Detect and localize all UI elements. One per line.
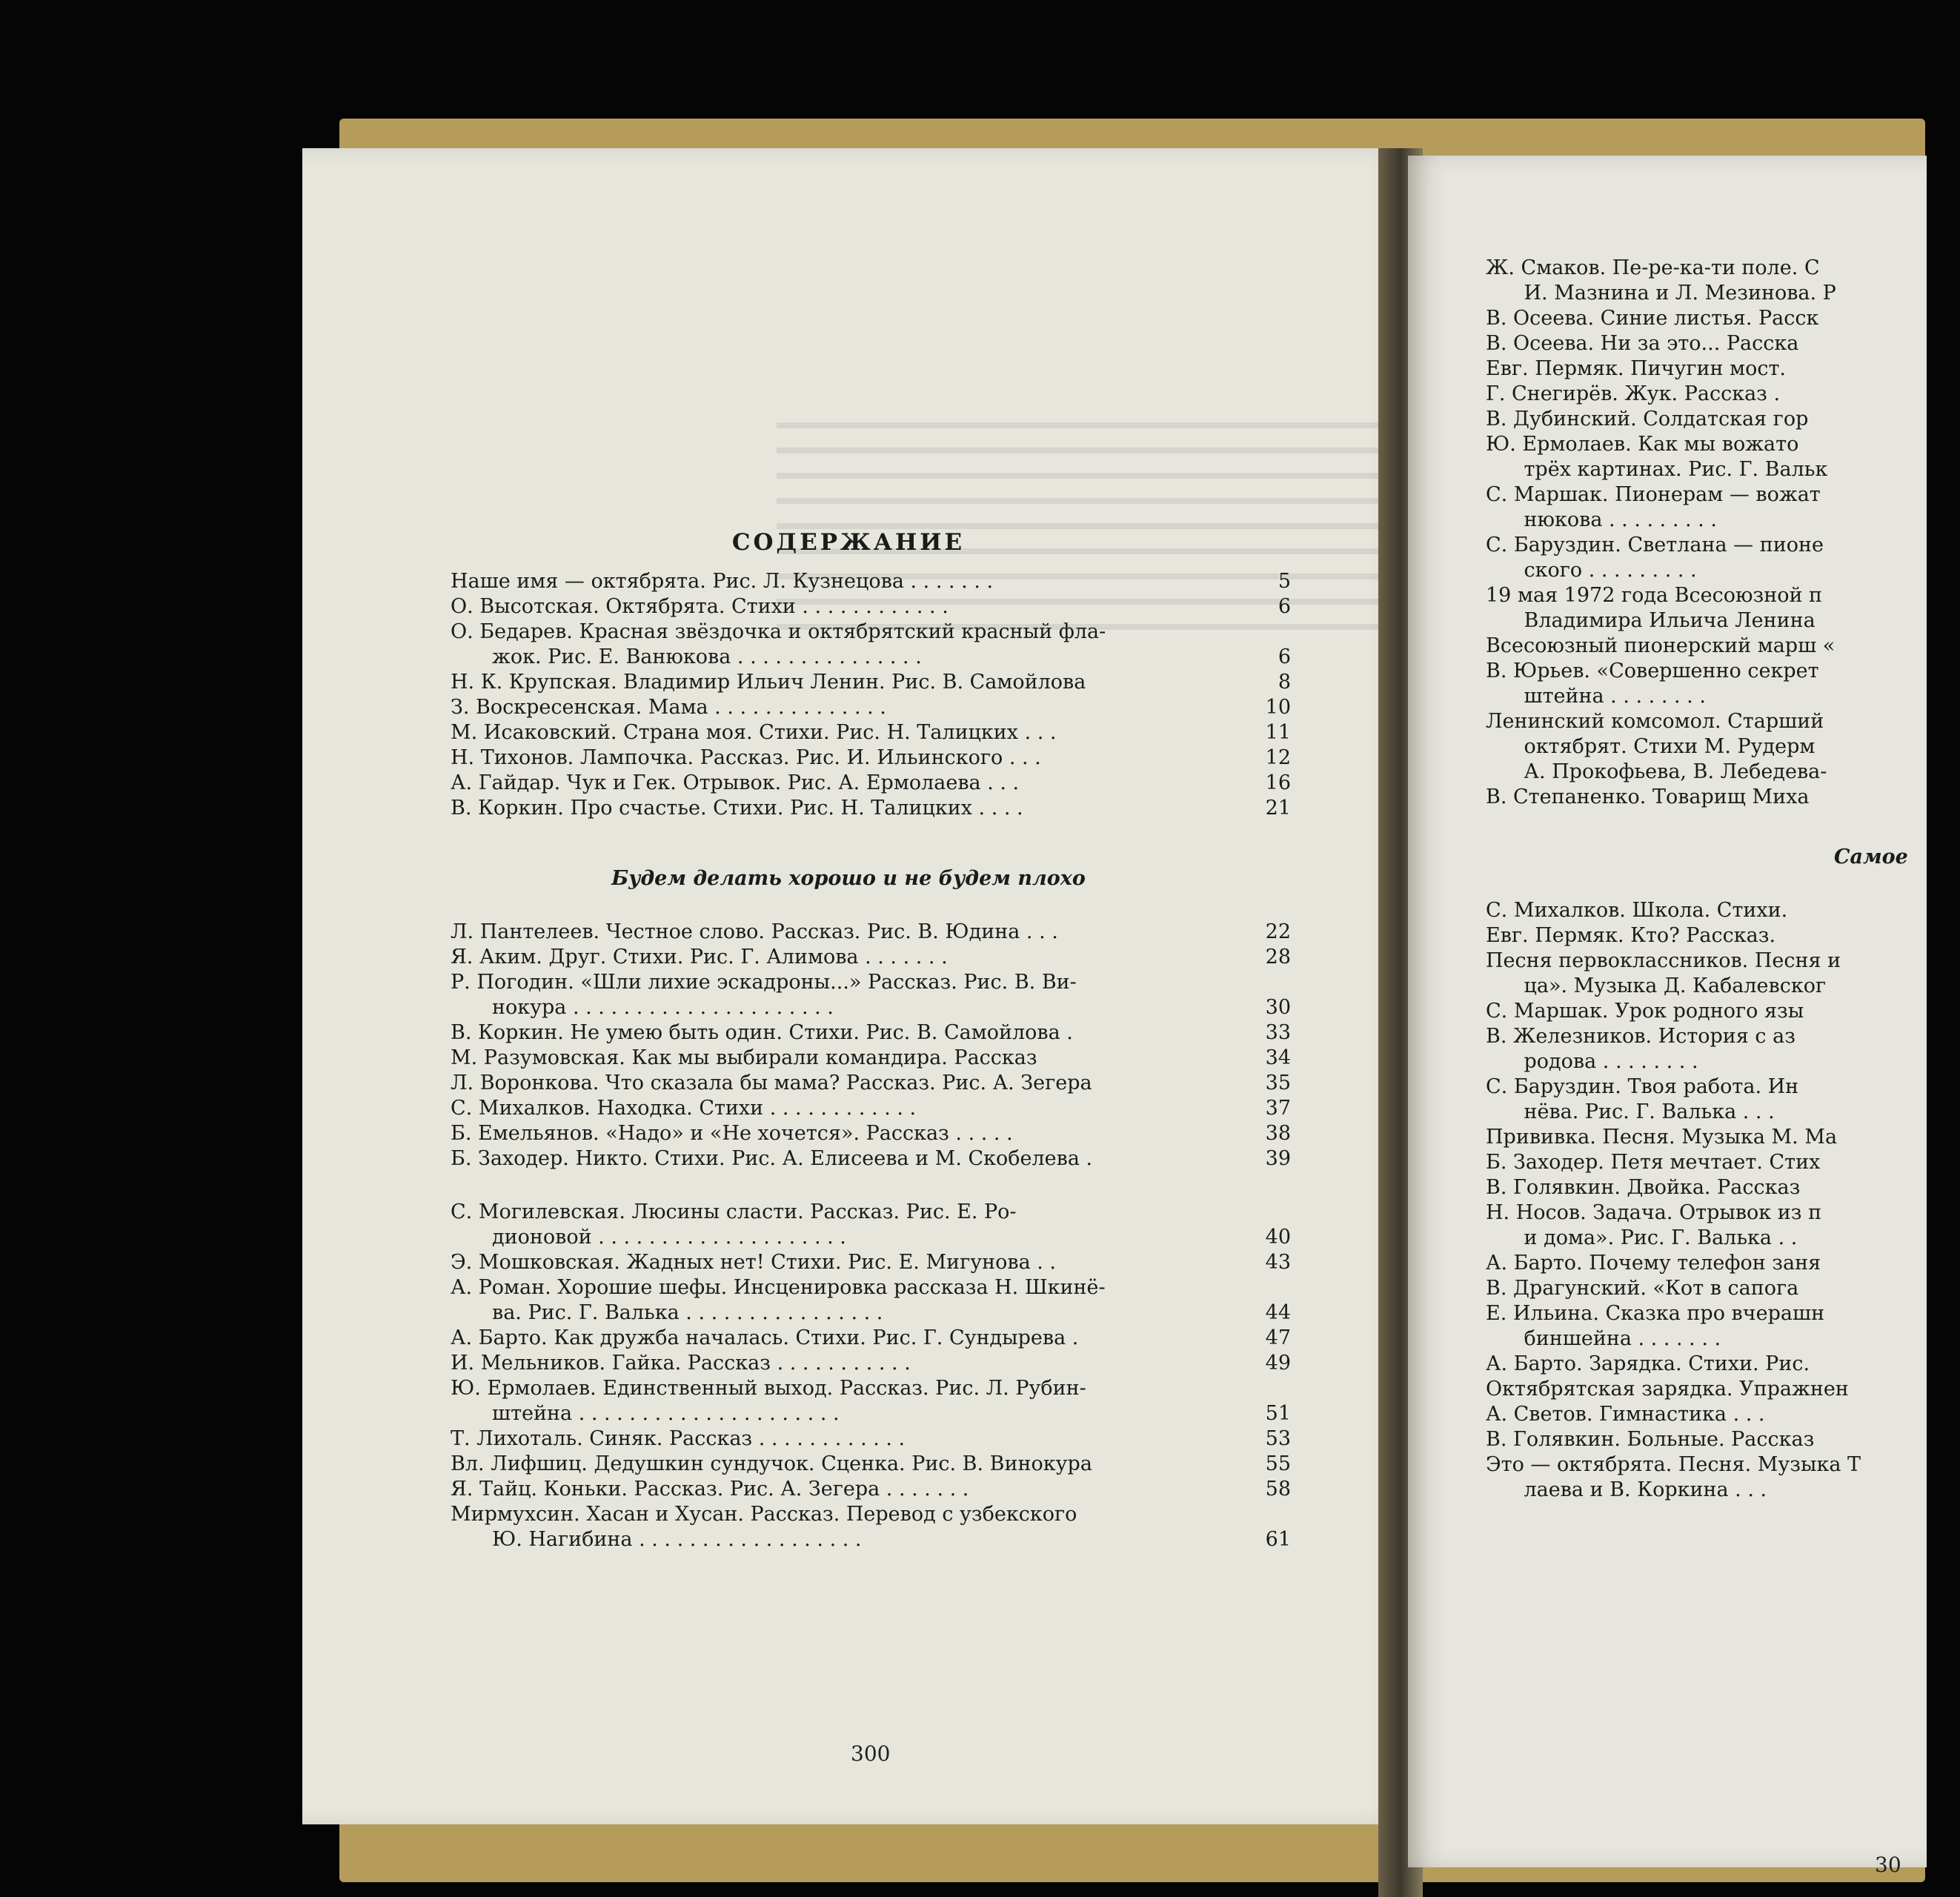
section-title-right: Самое bbox=[1834, 845, 1908, 868]
contents-entry-right: Ж. Смаков. Пе-ре-ка-ти поле. С bbox=[1486, 256, 1820, 279]
entry-page-number: 43 bbox=[1265, 1251, 1291, 1274]
contents-entry-right: и дома». Рис. Г. Валька . . bbox=[1486, 1226, 1798, 1249]
contents-entry-right: С. Михалков. Школа. Стихи. bbox=[1486, 899, 1788, 922]
contents-entry-right: биншейна . . . . . . . bbox=[1486, 1327, 1721, 1350]
contents-entry-right: Ленинский комсомол. Старший bbox=[1486, 710, 1824, 733]
entry-page-number: 38 bbox=[1265, 1122, 1291, 1145]
contents-entry-right: В. Степаненко. Товарищ Миха bbox=[1486, 785, 1810, 808]
entry-page-number: 37 bbox=[1265, 1097, 1291, 1120]
contents-entry bbox=[451, 1146, 1291, 1172]
contents-entry bbox=[451, 1275, 1291, 1326]
contents-entry-right: Евг. Пермяк. Кто? Рассказ. bbox=[1486, 924, 1776, 947]
entry-page-number: 30 bbox=[1265, 996, 1291, 1019]
contents-entry bbox=[451, 771, 1291, 796]
contents-entry-right: Б. Заходер. Петя мечтает. Стих bbox=[1486, 1151, 1821, 1174]
contents-entry bbox=[451, 970, 1291, 1020]
contents-entry-right: И. Мазнина и Л. Мезинова. Р bbox=[1486, 282, 1836, 305]
entry-text: А. Роман. Хорошие шефы. Инсценировка рассказа Н. Шкинё- bbox=[451, 1276, 1106, 1299]
entry-text: С. Михалков. Находка. Стихи . . . . . . . . . . . . bbox=[451, 1097, 917, 1120]
entry-text: Б. Заходер. Никто. Стихи. Рис. А. Елисеева и М. Скобелева . bbox=[451, 1147, 1093, 1170]
page-number-left: 300 bbox=[851, 1741, 891, 1766]
contents-entry bbox=[451, 1452, 1291, 1477]
entry-page-number: 55 bbox=[1265, 1452, 1291, 1475]
entry-page-number: 16 bbox=[1265, 771, 1291, 794]
contents-heading: СОДЕРЖАНИЕ bbox=[731, 529, 966, 556]
contents-group-1 bbox=[451, 569, 1291, 821]
entry-page-number: 39 bbox=[1265, 1147, 1291, 1170]
entry-text: Я. Аким. Друг. Стихи. Рис. Г. Алимова . . . . . . . bbox=[451, 946, 948, 969]
entry-continuation: жок. Рис. Е. Ванюкова . . . . . . . . . . . . . . . bbox=[492, 645, 922, 668]
entry-continuation: Ю. Нагибина . . . . . . . . . . . . . . . . . . bbox=[492, 1528, 862, 1551]
entry-text: С. Могилевская. Люсины сласти. Рассказ. Рис. Е. Ро- bbox=[451, 1200, 1017, 1223]
entry-text: А. Гайдар. Чук и Гек. Отрывок. Рис. А. Ермолаева . . . bbox=[451, 771, 1020, 794]
contents-entry bbox=[451, 1071, 1291, 1096]
entry-page-number: 44 bbox=[1265, 1301, 1291, 1324]
entry-text: М. Исаковский. Страна моя. Стихи. Рис. Н. Талицких . . . bbox=[451, 721, 1057, 744]
entry-text: В. Коркин. Про счастье. Стихи. Рис. Н. Талицких . . . . bbox=[451, 797, 1023, 820]
contents-entry bbox=[451, 1376, 1291, 1426]
contents-column-right bbox=[1486, 256, 1960, 1503]
contents-entry-right: Г. Снегирёв. Жук. Рассказ . bbox=[1486, 382, 1781, 405]
contents-entry-right: С. Баруздин. Твоя работа. Ин bbox=[1486, 1075, 1799, 1098]
contents-entry-right: С. Маршак. Пионерам — вожат bbox=[1486, 483, 1821, 506]
contents-entry-right: Прививка. Песня. Музыка М. Ма bbox=[1486, 1126, 1838, 1149]
contents-entry-right: ского . . . . . . . . . bbox=[1486, 559, 1697, 582]
entry-text: Л. Пантелеев. Честное слово. Рассказ. Рис. В. Юдина . . . bbox=[451, 920, 1058, 943]
contents-entry bbox=[451, 1020, 1291, 1046]
entry-page-number: 6 bbox=[1278, 645, 1291, 668]
contents-entry-right: лаева и В. Коркина . . . bbox=[1486, 1478, 1767, 1501]
entry-text: Н. Тихонов. Лампочка. Рассказ. Рис. И. Ильинского . . . bbox=[451, 746, 1041, 769]
contents-entry bbox=[451, 1326, 1291, 1351]
entry-page-number: 28 bbox=[1265, 946, 1291, 969]
contents-entry bbox=[451, 796, 1291, 821]
entry-page-number: 10 bbox=[1265, 696, 1291, 719]
contents-entry-right: В. Железников. История с аз bbox=[1486, 1025, 1795, 1048]
contents-entry bbox=[451, 745, 1291, 771]
contents-entry-right: Это — октябрята. Песня. Музыка Т bbox=[1486, 1453, 1861, 1476]
entry-text: Ю. Ермолаев. Единственный выход. Рассказ. Рис. Л. Рубин- bbox=[451, 1377, 1086, 1400]
entry-page-number: 35 bbox=[1265, 1072, 1291, 1094]
contents-entry bbox=[451, 569, 1291, 594]
entry-page-number: 61 bbox=[1265, 1528, 1291, 1551]
contents-entry bbox=[451, 1426, 1291, 1452]
entry-page-number: 40 bbox=[1265, 1226, 1291, 1249]
contents-entry-right: В. Осеева. Синие листья. Расск bbox=[1486, 307, 1819, 330]
entry-continuation: нокура . . . . . . . . . . . . . . . . . . . . . bbox=[492, 996, 834, 1019]
contents-entry bbox=[451, 720, 1291, 745]
contents-entry-right: Евг. Пермяк. Пичугин мост. bbox=[1486, 357, 1786, 380]
entry-page-number: 47 bbox=[1265, 1326, 1291, 1349]
contents-entry-right: А. Светов. Гимнастика . . . bbox=[1486, 1403, 1765, 1426]
contents-entry-right: В. Осеева. Ни за это... Расска bbox=[1486, 332, 1799, 355]
contents-entry-right: С. Маршак. Урок родного язы bbox=[1486, 1000, 1804, 1023]
entry-text: Вл. Лифшиц. Дедушкин сундучок. Сценка. Рис. В. Винокура bbox=[451, 1452, 1092, 1475]
contents-entry-right: нёва. Рис. Г. Валька . . . bbox=[1486, 1100, 1775, 1123]
contents-entry bbox=[451, 1502, 1291, 1552]
contents-entry-right: Е. Ильина. Сказка про вчерашн bbox=[1486, 1302, 1825, 1325]
section-title: Будем делать хорошо и не будем плохо bbox=[611, 867, 1086, 890]
contents-entry bbox=[451, 619, 1291, 670]
entry-page-number: 33 bbox=[1265, 1021, 1291, 1044]
entry-text: З. Воскресенская. Мама . . . . . . . . . . . . . . bbox=[451, 696, 886, 719]
entry-page-number: 21 bbox=[1265, 797, 1291, 820]
entry-text: Э. Мошковская. Жадных нет! Стихи. Рис. Е. Мигунова . . bbox=[451, 1251, 1057, 1274]
contents-entry bbox=[451, 695, 1291, 720]
contents-group-right-2 bbox=[1486, 898, 1960, 1503]
contents-column-left bbox=[451, 529, 1291, 1552]
entry-page-number: 8 bbox=[1278, 671, 1291, 694]
contents-entry bbox=[451, 1096, 1291, 1121]
contents-entry-right: А. Барто. Почему телефон заня bbox=[1486, 1252, 1821, 1275]
entry-page-number: 49 bbox=[1265, 1352, 1291, 1375]
entry-page-number: 6 bbox=[1278, 595, 1291, 618]
contents-entry bbox=[451, 1121, 1291, 1146]
contents-entry-right: Ю. Ермолаев. Как мы вожато bbox=[1486, 433, 1799, 456]
contents-entry bbox=[451, 945, 1291, 970]
entry-text: М. Разумовская. Как мы выбирали командира. Рассказ bbox=[451, 1046, 1037, 1069]
entry-text: Н. К. Крупская. Владимир Ильич Ленин. Рис. В. Самойлова bbox=[451, 671, 1086, 694]
entry-page-number: 53 bbox=[1265, 1427, 1291, 1450]
entry-text: Р. Погодин. «Шли лихие эскадроны...» Рассказ. Рис. В. Ви- bbox=[451, 971, 1077, 994]
contents-entry bbox=[451, 670, 1291, 695]
entry-continuation: штейна . . . . . . . . . . . . . . . . . . . . . bbox=[492, 1402, 840, 1425]
contents-entry-right: 19 мая 1972 года Всесоюзной п bbox=[1486, 584, 1823, 607]
contents-entry-right: В. Голявкин. Двойка. Рассказ bbox=[1486, 1176, 1801, 1199]
entry-text: И. Мельников. Гайка. Рассказ . . . . . . . . . . . bbox=[451, 1352, 911, 1375]
left-page bbox=[302, 148, 1406, 1824]
contents-entry bbox=[451, 594, 1291, 619]
entry-page-number: 11 bbox=[1265, 721, 1291, 744]
contents-entry-right: С. Баруздин. Светлана — пионе bbox=[1486, 534, 1824, 557]
contents-entry-right: Октябрятская зарядка. Упражнен bbox=[1486, 1378, 1849, 1401]
entry-page-number: 34 bbox=[1265, 1046, 1291, 1069]
contents-entry-right: Владимира Ильича Ленина bbox=[1486, 609, 1816, 632]
contents-entry bbox=[451, 1250, 1291, 1275]
entry-text: О. Бедарев. Красная звёздочка и октябрятский красный фла- bbox=[451, 620, 1106, 643]
contents-entry bbox=[451, 1046, 1291, 1071]
entry-text: Т. Лихоталь. Синяк. Рассказ . . . . . . . . . . . . bbox=[451, 1427, 906, 1450]
right-page bbox=[1408, 156, 1927, 1877]
entry-text: Л. Воронкова. Что сказала бы мама? Рассказ. Рис. А. Зегера bbox=[451, 1072, 1092, 1094]
contents-entry-right: В. Дубинский. Солдатская гор bbox=[1486, 408, 1809, 431]
contents-entry-right: А. Барто. Зарядка. Стихи. Рис. bbox=[1486, 1352, 1810, 1375]
contents-group-2 bbox=[451, 920, 1291, 1172]
contents-entry bbox=[451, 1351, 1291, 1376]
entry-page-number: 12 bbox=[1265, 746, 1291, 769]
contents-entry bbox=[451, 1477, 1291, 1502]
contents-entry-right: нюкова . . . . . . . . . bbox=[1486, 508, 1717, 531]
entry-text: В. Коркин. Не умею быть один. Стихи. Рис. В. Самойлова . bbox=[451, 1021, 1073, 1044]
contents-entry-right: Всесоюзный пионерский марш « bbox=[1486, 634, 1836, 657]
contents-entry-right: ца». Музыка Д. Кабалевског bbox=[1486, 974, 1827, 997]
entry-text: А. Барто. Как дружба началась. Стихи. Рис. Г. Сундырева . bbox=[451, 1326, 1079, 1349]
contents-entry-right: Н. Носов. Задача. Отрывок из п bbox=[1486, 1201, 1822, 1224]
entry-continuation: дионовой . . . . . . . . . . . . . . . . . . . . bbox=[492, 1226, 846, 1249]
contents-group-right-1 bbox=[1486, 256, 1960, 810]
contents-entry-right: А. Прокофьева, В. Лебедева- bbox=[1486, 760, 1827, 783]
entry-continuation: ва. Рис. Г. Валька . . . . . . . . . . . . . . . . bbox=[492, 1301, 883, 1324]
contents-entry-right: октябрят. Стихи М. Рудерм bbox=[1486, 735, 1816, 758]
contents-group-3 bbox=[451, 1200, 1291, 1552]
contents-entry-right: штейна . . . . . . . . bbox=[1486, 685, 1706, 708]
contents-entry-right: трёх картинах. Рис. Г. Вальк bbox=[1486, 458, 1828, 481]
entry-text: Б. Емельянов. «Надо» и «Не хочется». Рассказ . . . . . bbox=[451, 1122, 1013, 1145]
contents-entry-right: В. Юрьев. «Совершенно секрет bbox=[1486, 660, 1819, 682]
entry-page-number: 51 bbox=[1265, 1402, 1291, 1425]
entry-text: Я. Тайц. Коньки. Рассказ. Рис. А. Зегера . . . . . . . bbox=[451, 1478, 969, 1501]
entry-page-number: 58 bbox=[1265, 1478, 1291, 1501]
contents-entry-right: В. Драгунский. «Кот в сапога bbox=[1486, 1277, 1799, 1300]
contents-entry-right: родова . . . . . . . . bbox=[1486, 1050, 1698, 1073]
entry-text: Наше имя — октябрята. Рис. Л. Кузнецова . . . . . . . bbox=[451, 570, 994, 593]
contents-entry bbox=[451, 1200, 1291, 1250]
contents-entry-right: В. Голявкин. Больные. Рассказ bbox=[1486, 1428, 1815, 1451]
entry-text: Мирмухсин. Хасан и Хусан. Рассказ. Перевод с узбекского bbox=[451, 1503, 1077, 1526]
contents-entry-right: Песня первоклассников. Песня и bbox=[1486, 949, 1841, 972]
contents-entry bbox=[451, 920, 1291, 945]
entry-page-number: 5 bbox=[1278, 570, 1291, 593]
entry-text: О. Высотская. Октябрята. Стихи . . . . . . . . . . . . bbox=[451, 595, 949, 618]
page-number-right: 30 bbox=[1875, 1853, 1901, 1877]
entry-page-number: 22 bbox=[1265, 920, 1291, 943]
